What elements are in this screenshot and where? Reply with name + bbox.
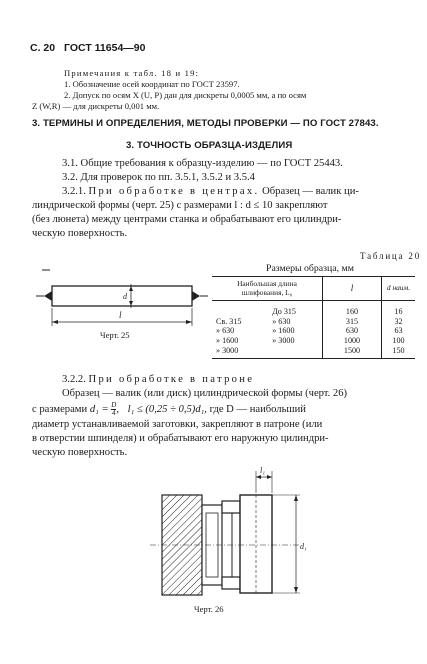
paragraph-3-2-1-line2: линдрической формы (черт. 25) с размерами l : d ≤ 10 закрепляют [32,200,328,211]
table-row [212,317,415,327]
table-cell: 630 [322,326,381,336]
page-number: С. 20 [30,42,56,54]
table-20-header-row [212,277,415,301]
notes-title: Примечания к табл. 18 и 19: [64,68,200,78]
table-cell: 100 [392,335,405,345]
fig26-l1-label: l₁ [260,466,266,475]
p321-number: 3.2.1. [62,186,86,197]
table-20 [212,276,415,359]
table-cell: До 315 [268,301,322,317]
table-cell [212,301,268,317]
table-cell: » 1600 [268,326,322,336]
p321-spaced-title: При обработке в центрах. [88,186,260,197]
figure-25-drawing [30,260,210,340]
table-cell: Св. 315 [216,316,242,326]
paragraph-3-1: 3.1. Общие требования к образцу-изделию — по ГОСТ 25443. [62,158,343,169]
table-cell: 150 [392,345,405,355]
p322-spaced-title: При обработке в патроне [88,374,255,385]
p322-line3-end: где D — наибольший [209,403,306,415]
paragraph-3-2-1-line1 [62,185,359,199]
table-cell: » 3000 [268,336,322,346]
note-1: 1. Обозначение осей координат по ГОСТ 23597. [64,79,240,89]
note-2-line1: 2. Допуск по осям X (U, P) дан для дискреты 0,0005 мм, а по осям [64,90,307,100]
fig25-l-label: l [119,310,122,320]
paragraph-3-2-2-line6: ческую поверхность. [32,447,128,458]
table-20-col1-header: Наибольшая длина шлифования, L₀ [212,277,322,301]
table-cell: » 630 [268,317,322,327]
gost-number: ГОСТ 11654—90 [64,42,146,54]
table-row [212,326,415,336]
table-cell: 1500 [322,346,381,359]
table-20-title: Размеры образца, мм [266,263,354,274]
figure-26-drawing [150,465,320,600]
fig25-d-label: d [123,292,127,301]
formula-l1: l₁ ≤ (0,25 ÷ 0,5)d₁, [127,403,207,415]
section-3-heading: 3. ТЕРМИНЫ И ОПРЕДЕЛЕНИЯ, МЕТОДЫ ПРОВЕРКИ — ПО ГОСТ 27843. [32,118,379,129]
table-cell: 63 [394,326,403,336]
table-cell [268,346,322,359]
paragraph-3-2-2-line3 [32,402,306,417]
p322-number: 3.2.2. [62,374,86,385]
paragraph-3-2-1-line3: (без люнета) между центрами станка и обрабатывают его цилиндри- [32,214,342,225]
figure-25-caption: Черт. 25 [100,330,130,340]
paragraph-3-2-2-line1 [62,373,254,387]
paragraph-3-2-2-line2: Образец — валик (или диск) цилиндрической формы (черт. 26) [62,388,348,399]
page-header [30,42,145,54]
formula-d1: d₁ = $\frac{D}{4}$ , [89,401,119,417]
table-row [212,336,415,346]
paragraph-3-2-2-line5: в отверстии шпинделя) и обрабатывают его наружную цилиндри- [32,433,329,444]
table-cell: 1000 [322,336,381,346]
table-cell: » 3000 [216,345,239,355]
paragraph-3-2-2-line4: диаметр устанавливаемой заготовки, закрепляют в патроне (или [32,419,323,430]
paragraph-3-2-1-line4: ческую поверхность. [32,228,128,239]
table-row [212,346,415,359]
figure-26-caption: Черт. 26 [194,604,224,614]
fig26-d1-label: d₁ [300,542,307,551]
paragraph-3-2: 3.2. Для проверок по пп. 3.5.1, 3.5.2 и 3.5.4 [62,172,255,183]
table-cell: » 630 [216,326,235,336]
table-cell: 160 [322,301,381,317]
table-20-label: Таблица 20 [360,251,421,261]
table-20-col3-header: d наим. [386,283,411,293]
p321-line1-rest: Образец — валик ци- [262,186,359,197]
table-cell: » 1600 [216,335,239,345]
p322-line3-start: с размерами [32,403,88,415]
note-2-line2: Z (W,R) — для дискреты 0,001 мм. [32,101,160,111]
table-20-col2-header: l [322,277,381,301]
table-cell: 315 [322,317,381,327]
table-cell: 32 [394,316,403,326]
table-row [212,301,415,317]
table-cell: 16 [394,307,403,317]
section-3-accuracy-heading: 3. ТОЧНОСТЬ ОБРАЗЦА-ИЗДЕЛИЯ [126,140,293,151]
